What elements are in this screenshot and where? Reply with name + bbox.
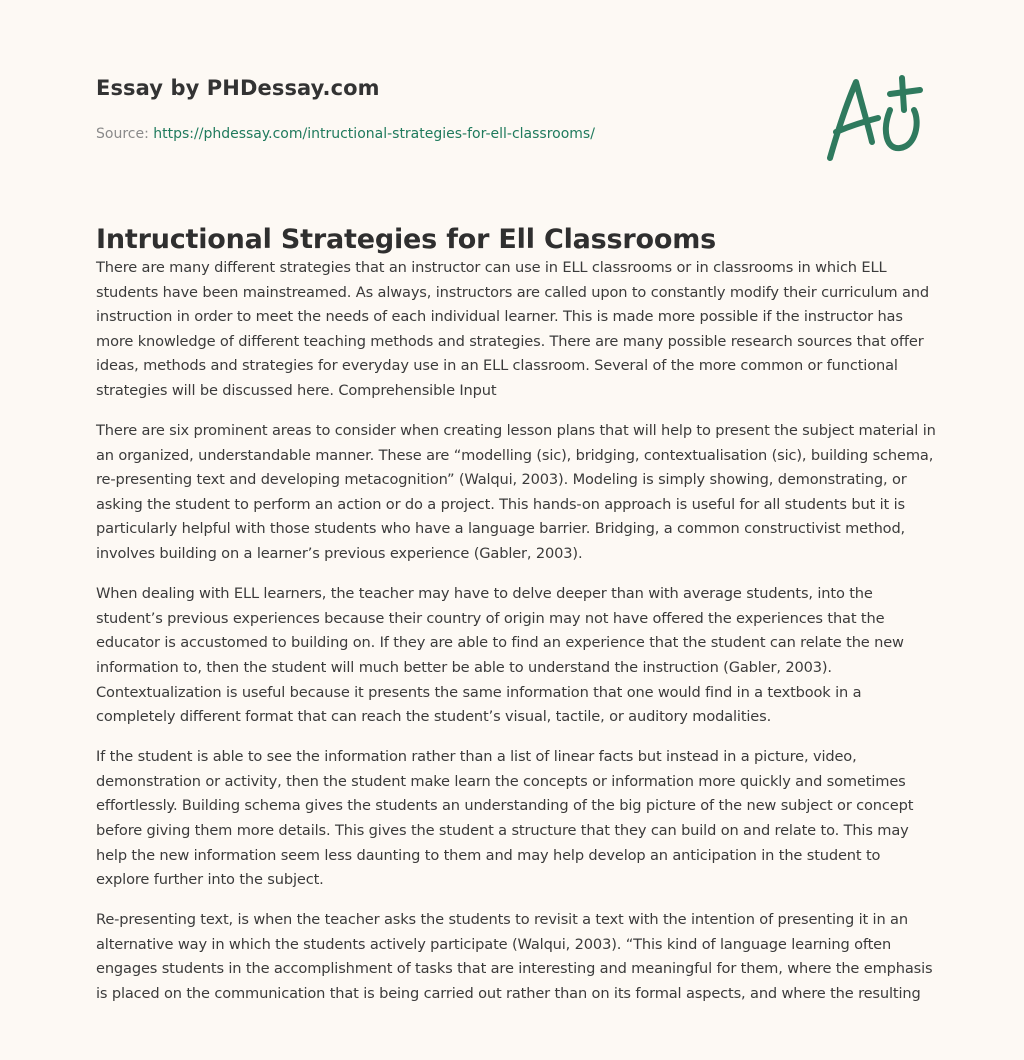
paragraph: There are many different strategies that an instructor can use in ELL classrooms or in classrooms in which ELL students have been mainstreamed. As always, instructors are called upon to constantly modify their curriculum and instruction in order to meet the needs of each individual learner. This is made more possible if the instructor has more knowledge of different teaching methods and strategies. There are many possible research sources that offer ideas, methods and strategies for everyday use in an ELL classroom. Several of the more common or functional strategies will be discussed here. Comprehensible Input [96, 259, 929, 399]
paragraph: When dealing with ELL learners, the teacher may have to delve deeper than with average students, into the student’s previous experiences because their country of origin may not have offered the experiences that the educator is accustomed to building on. If they are able to find an experience that the student can relate the new information to, then the student will much better be able to understand the instruction (Gabler, 2003). Contextualization is useful because it presents the same information that one would find in a textbook in a completely different format that can reach the student’s visual, tactile, or auditory modalities. [96, 585, 904, 726]
essay-title: Intructional Strategies for Ell Classrooms [96, 224, 717, 255]
paragraph: If the student is able to see the information rather than a list of linear facts but instead in a picture, video, demonstration or activity, then the student make learn the concepts or information more quickly and sometimes effortlessly. Building schema gives the students an understanding of the big picture of the new subject or concept before giving them more details. This gives the student a structure that they can build on and relate to. This may help the new information seem less daunting to them and may help develop an anticipation in the student to explore further into the subject. [96, 748, 914, 889]
source-label: Source: [96, 126, 149, 142]
brand-title: Essay by PHDessay.com [96, 76, 380, 100]
a-plus-logo-icon [820, 70, 930, 170]
source-link[interactable]: https://phdessay.com/intructional-strategies-for-ell-classrooms/ [153, 126, 595, 142]
page-header [96, 76, 595, 142]
paragraph: Re-presenting text, is when the teacher asks the students to revisit a text with the intention of presenting it in an alternative way in which the students actively participate (Walqui, 2003). “This kind of language learning often engages students in the accomplishment of tasks that are interesting and meaningful for them, where the emphasis is placed on the communication that is being carried out rather than on its formal aspects, and where the resulting [96, 911, 933, 1003]
paragraph: There are six prominent areas to consider when creating lesson plans that will help to present the subject material in an organized, understandable manner. These are “modelling (sic), bridging, contextualisation (sic), building schema, re-presenting text and developing metacognition” (Walqui, 2003). Modeling is simply showing, demonstrating, or asking the student to perform an action or do a project. This hands-on approach is useful for all students but it is particularly helpful with those students who have a language barrier. Bridging, a common constructivist method, involves building on a learner’s previous experience (Gabler, 2003). [96, 422, 936, 563]
source-line [96, 126, 595, 142]
essay-body [96, 256, 936, 1022]
